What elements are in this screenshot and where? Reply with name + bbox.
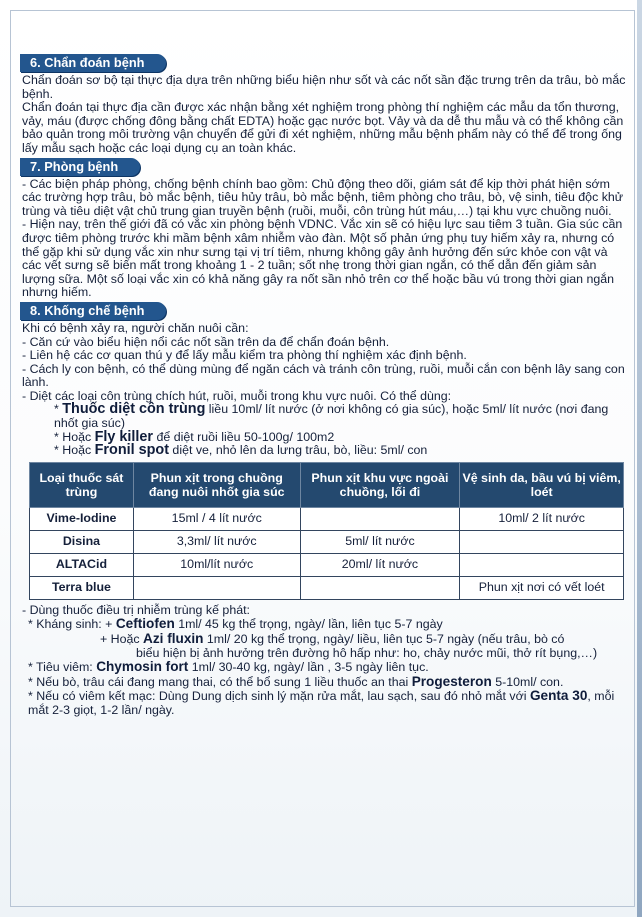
antibiotic-line-1 [22,617,626,632]
product-name: Progesteron [411,673,492,689]
table-row [30,530,624,553]
product-name: Ceftiofen [115,616,175,632]
product-name: Thuốc diệt côn trùng [62,401,206,418]
section-8-header: 8. Khống chế bệnh [20,302,166,320]
bullet-text: để diệt ruồi liều 50-100g/ 100m2 [153,429,335,444]
table-row [30,576,624,599]
table-cell: Vime-Iodine [30,507,134,530]
page-edge-decoration [637,0,642,917]
product-name: Genta 30 [529,688,588,704]
line-prefix: * Nếu bò, trâu cái đang mang thai, có thể bổ sung 1 liều thuốc an thai [28,674,412,689]
product-name: Fly killer [94,428,154,445]
bullet-marker: * Hoặc [54,429,95,444]
line-text: 1ml/ 20 kg thể trọng, ngày/ liều, liên tục 5-7 ngày (nếu trâu, bò có [203,632,565,647]
section-6-header: 6. Chẩn đoán bệnh [20,54,166,72]
table-cell: Phun xịt nơi có vết loét [460,576,624,599]
table-cell: Terra blue [30,576,134,599]
antibiotic-line-3: biểu hiện bị ảnh hưởng trên đường hô hấp như: ho, chảy nước mũi, thở rít bụng,…) [136,645,598,660]
table-cell: 15ml / 4 lít nước [133,507,300,530]
section-8-item-3: - Cách ly con bệnh, có thể dùng mùng để ngăn cách và tránh côn trùng, ruồi, muỗi cắn con bệnh lây sang con lành. [22,361,625,390]
table-cell [133,576,300,599]
line-prefix: + Hoặc [100,632,144,647]
table-header-cell: Phun xịt khu vực ngoài chuồng, lối đi [300,462,460,507]
section-6-paragraph-1: Chẩn đoán sơ bộ tại thực địa dựa trên những biểu hiện như sốt và các nốt sần đặc trưng trên da trâu, bò mắc bệnh. [22,73,626,101]
table-cell: 20ml/ lít nước [300,553,460,576]
table-header-cell: Phun xịt trong chuồng đang nuôi nhốt gia súc [133,462,300,507]
document-content [22,52,626,718]
line-text: 5-10ml/ con. [491,674,564,689]
table-cell [460,530,624,553]
anti-inflammatory-line [22,660,626,675]
table-header-row [30,462,624,507]
table-row [30,507,624,530]
bullet-marker: * [54,402,63,417]
product-name: Fronil spot [94,442,169,459]
section-7-header: 7. Phòng bệnh [20,158,140,176]
antibiotic-line-2 [22,632,626,647]
table-cell: 10ml/ 2 lít nước [460,507,624,530]
line-text: , mỗi mắt 2-3 giọt, 1-2 lần/ ngày. [28,689,615,717]
section-7-paragraph-2: - Hiện nay, trên thế giới đã có vắc xin phòng bệnh VDNC. Vắc xin sẽ có hiệu lực sau tiêm 3 tuần. Gia súc cần được tiêm phòng trước khi mầm bệnh xâm nhiễm vào đàn. Một số phản ứng phụ tuy hiếm xảy ra, nhưng có thể gặp khi sử dụng vắc xin như sưng tại vị trí tiêm, nhưng không gây ảnh hưởng đến sức khỏe con vật và các vết sưng sẽ biến mất trong khoảng 1 - 2 tuần; sốt nhẹ trong thời gian ngắn, có thể dẫn đến giảm sản lượng sữa. Một số loại vắc xin có khả năng gây ra nốt sần nhỏ trên cơ thể hoặc bầu vú trong thời gian ngắn nhưng hiếm. [22,217,623,300]
pregnancy-line [22,675,626,690]
bullet-text: liều 10ml/ lít nước (ở nơi không có gia súc), hoặc 5ml/ lít nước (nơi đang nhốt gia súc) [54,402,609,431]
treatment-intro: - Dùng thuốc điều trị nhiễm trùng kế phát: [22,602,250,617]
fronil-spot-bullet [22,444,626,458]
line-prefix: * Kháng sinh: + [28,617,116,632]
disinfectant-table [29,462,624,600]
product-name: Chymosin fort [96,659,189,675]
line-prefix: * Tiêu viêm: [28,660,97,675]
section-6-paragraph-2: Chẩn đoán tại thực địa cần được xác nhận bằng xét nghiệm trong phòng thí nghiệm các mẫu da tổn thương, vảy, máu (được chống đông bằng chất EDTA) hoặc gạc nước bọt. Vảy và da dễ thu mẫu và có thể không cần bảo quản trong môi trường vận chuyển để gửi đi xét nghiệm, những mẫu bệnh phẩm này có thể để trong ống lấy mẫu sạch hoặc các loại dụng cụ an toàn khác. [22,100,624,155]
line-prefix: * Nếu có viêm kết mạc: Dùng Dung dịch sinh lý mặn rửa mắt, lau sạch, sau đó nhỏ mắt với [28,689,530,704]
table-cell [300,507,460,530]
section-7-paragraph-1: - Các biện pháp phòng, chống bệnh chính bao gồm: Chủ động theo dõi, giám sát để kịp thời phát hiện sớm các trường hợp trâu, bò mắc bệnh, tiêu hủy trâu, bò mắc bệnh, tiêm phòng cho trâu, bò, vệ sinh, tiêu độc khử trùng và tiêu diệt vật chủ trung gian truyền bệnh (ruồi, muỗi, côn trùng hút máu,…) tại khu vực chuồng nuôi. [22,176,624,218]
section-8-intro: Khi có bệnh xảy ra, người chăn nuôi cần: [22,320,249,335]
line-text: 1ml/ 30-40 kg, ngày/ lần , 3-5 ngày liên tục. [188,660,429,675]
table-cell: Disina [30,530,134,553]
bullet-marker: * Hoặc [54,443,95,458]
table-cell [460,553,624,576]
table-header-cell: Loại thuốc sát trùng [30,462,134,507]
table-cell: 3,3ml/ lít nước [133,530,300,553]
table-cell: 5ml/ lít nước [300,530,460,553]
insecticide-bullet [22,403,626,430]
section-8-item-4: - Diệt các loại côn trùng chích hút, ruồi, muỗi trong khu vực nuôi. Có thể dùng: [22,388,452,403]
line-text: 1ml/ 45 kg thể trọng, ngày/ lần, liên tục 5-7 ngày [174,617,443,632]
table-cell: ALTACid [30,553,134,576]
conjunctivitis-line [22,689,626,717]
table-cell: 10ml/lít nước [133,553,300,576]
table-cell [300,576,460,599]
table-row [30,553,624,576]
product-name: Azi fluxin [143,631,204,647]
section-8-item-2: - Liên hệ các cơ quan thú y để lấy mẫu kiểm tra phòng thí nghiệm xác định bệnh. [22,348,467,363]
bullet-text: diệt ve, nhỏ lên da lưng trâu, bò, liều: 5ml/ con [168,443,428,458]
table-header-cell: Vệ sinh da, bầu vú bị viêm, loét [460,462,624,507]
section-8-item-1: - Căn cứ vào biểu hiện nổi các nốt sần trên da để chẩn đoán bệnh. [22,334,390,349]
